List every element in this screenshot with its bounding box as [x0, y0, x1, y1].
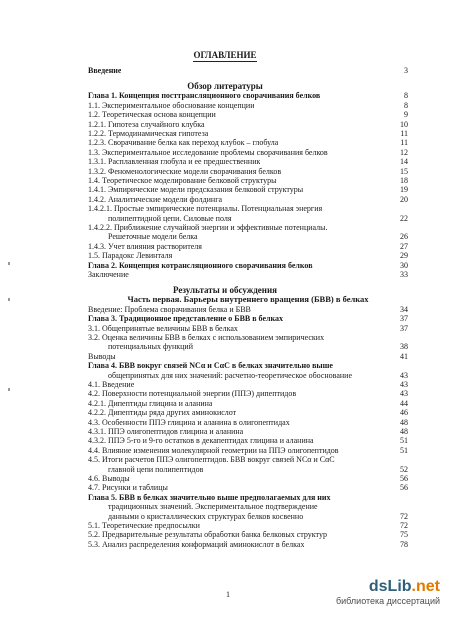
toc-entry-title: 3.1. Общепринятые величины БВВ в белках	[88, 323, 238, 333]
toc-entry-page	[406, 361, 408, 370]
toc-entry-title: Глава 1. Концепция посттрансляционного сворачивания белков	[88, 91, 321, 101]
toc-entry-page: 8	[404, 91, 408, 101]
toc-entry-page: 18	[400, 176, 408, 185]
toc-entry-page	[406, 223, 408, 232]
toc-entry-page	[406, 493, 408, 502]
watermark-logo-accent: .net	[411, 578, 440, 595]
toc-entry-page: 3	[404, 66, 408, 75]
toc-entry-title: 1.4.1. Эмпирические модели предсказания белковой структуры	[88, 185, 304, 195]
toc-entry	[88, 530, 408, 539]
toc-entry-title: 1.2.3. Сворачивание белка как переход клубок – глобула	[88, 138, 279, 148]
toc-entry-page: 37	[400, 323, 408, 333]
toc-entry-title: 4.3.1. ППЭ олигопептидов глицина и аланина	[88, 427, 244, 436]
toc-entry-page: 27	[400, 241, 408, 251]
toc-entry	[88, 261, 408, 270]
toc-entry-page: 33	[400, 270, 408, 279]
toc-entry-title: данными о кристаллических структурах белков косвенно	[108, 511, 304, 521]
watermark-logo	[369, 578, 440, 596]
toc-entry	[88, 380, 408, 389]
toc-entry	[88, 148, 408, 157]
toc-entry	[88, 129, 408, 138]
toc-entry-page: 26	[400, 232, 408, 242]
toc-entry-page: 72	[400, 511, 408, 521]
scan-speck	[8, 388, 10, 391]
toc-entry-title: 4.2.2. Дипептиды ряда других аминокислот	[88, 408, 237, 418]
toc-entry-title: 4.2. Поверхности потенциальной энергии (ППЭ) дипептидов	[88, 389, 297, 399]
toc-entry-title: 4.5. Итоги расчетов ППЭ олигопептидов. БВВ вокруг связей NCα и CαC	[88, 455, 335, 465]
toc-entry	[88, 270, 408, 279]
toc-entry-page: 11	[400, 129, 408, 138]
toc-entry-page: 48	[400, 427, 408, 436]
toc-entry-title: 1.3. Экспериментальное исследование проблемы сворачивания белков	[88, 147, 328, 157]
toc-entry-title: 1.1. Экспериментальное обоснование концепции	[88, 100, 255, 110]
toc-entry	[88, 157, 408, 166]
toc-entry	[88, 408, 408, 417]
toc-entry-title: 5.2. Предварительные результаты обработки банка белковых структур	[88, 530, 327, 540]
toc-entry-page	[406, 502, 408, 511]
page-number: 1	[226, 590, 230, 599]
toc-entry-page: 51	[400, 436, 408, 446]
toc-entry-page: 8	[404, 100, 408, 110]
toc-entry-page	[406, 333, 408, 342]
toc-entry-page: 30	[400, 260, 408, 270]
toc-entry-page: 9	[404, 110, 408, 120]
toc-entry	[88, 493, 408, 502]
toc-entry	[108, 342, 408, 351]
toc-entry-title: 1.5. Парадокс Левинталя	[88, 251, 173, 261]
toc-entry-title: 1.4.2. Аналитические модели фолдинга	[88, 194, 223, 204]
toc-entry	[88, 436, 408, 445]
toc-entry	[88, 474, 408, 483]
toc-entry	[88, 242, 408, 251]
toc-entry-title: 4.4. Влияние изменения молекулярной геометрии на ППЭ олигопептидов	[88, 445, 339, 455]
toc-entry-title: Глава 3. Традиционное представление о БВВ в белках	[88, 314, 283, 324]
toc-entry	[108, 465, 408, 474]
toc-entry-page: 56	[400, 483, 408, 493]
toc-entry-page: 12	[400, 147, 408, 157]
toc-entry-title: 3.2. Оценка величины БВВ в белках с использованием эмпирических	[88, 333, 325, 342]
toc-entry-title: 1.2.2. Термодинамическая гипотеза	[88, 129, 209, 138]
toc-entry	[88, 101, 408, 110]
toc-entry	[88, 91, 408, 100]
toc-entry	[88, 295, 408, 304]
toc-entry	[88, 399, 408, 408]
toc-entry	[88, 120, 408, 129]
toc-entry-page: 11	[400, 138, 408, 148]
toc-entry-title: Глава 5. БВВ в белках значительно выше предполагаемых для них	[88, 492, 331, 502]
toc-entry-title: потенциальных функций	[108, 342, 193, 352]
toc-entry	[88, 195, 408, 204]
toc-entry-page	[406, 204, 408, 213]
scan-speck	[8, 298, 10, 301]
toc-entry-page: 19	[400, 185, 408, 195]
toc-entry-page: 46	[400, 408, 408, 418]
toc-entry-page	[406, 455, 408, 464]
toc-entry-page: 48	[400, 417, 408, 427]
toc-entry-page: 75	[400, 530, 408, 540]
toc-entry	[88, 110, 408, 119]
toc-entry-title: Заключение	[88, 270, 129, 279]
toc-entry-page: 37	[400, 314, 408, 324]
toc-entry-title: Введение	[88, 66, 122, 75]
toc-entry-page: 10	[400, 119, 408, 129]
toc-entry	[108, 512, 408, 521]
toc-entry-title: 4.2.1. Дипептиды глицина и аланина	[88, 398, 213, 408]
toc-entry-page: 43	[400, 389, 408, 399]
toc-entry-title: 1.3.2. Феноменологические модели сворачивания белков	[88, 166, 282, 176]
toc-entry-title: Выводы	[88, 351, 116, 361]
watermark-subtitle: библиотека диссертаций	[335, 596, 440, 606]
toc-entry-title: Введение: Проблема сворачивания белка и БВВ	[88, 304, 251, 314]
toc-entry-title: 4.7. Рисунки и таблицы	[88, 483, 168, 493]
toc-entry-title: 4.1. Введение	[88, 380, 135, 389]
toc-entry-title: Решеточные модели белка	[108, 232, 198, 242]
toc-entry-title: Глава 4. БВВ вокруг связей NCα и CαC в белках значительно выше	[88, 361, 333, 371]
toc-entry-page: 78	[400, 539, 408, 549]
toc-entry-page: 41	[400, 351, 408, 361]
toc-entry	[88, 389, 408, 398]
toc-entry-page: 29	[400, 251, 408, 261]
toc-entry-page: 14	[400, 157, 408, 167]
toc-entry-page: 43	[400, 380, 408, 389]
dslib-watermark	[318, 578, 442, 608]
toc-entry-page: 43	[400, 370, 408, 380]
toc-entry-title: 4.6. Выводы	[88, 474, 130, 483]
toc-entry-page: 20	[400, 194, 408, 204]
watermark-logo-main: dsLib	[368, 578, 412, 595]
toc-entry	[88, 167, 408, 176]
scan-speck	[8, 262, 10, 265]
toc-entry	[88, 455, 408, 464]
toc-entry-page: 56	[400, 474, 408, 483]
toc-entry	[88, 446, 408, 455]
toc-entry	[88, 314, 408, 323]
toc-entry-title: Глава 2. Концепция котрансляционного сворачивания белков	[88, 260, 313, 270]
toc-entry	[88, 176, 408, 185]
toc-entry-title: 4.3. Особенности ППЭ глицина и аланина в олигопептидах	[88, 417, 290, 427]
toc-entry	[88, 185, 408, 194]
toc-entry-title: 1.4. Теоретическое моделирование белковой структуры	[88, 176, 277, 185]
toc-entry-title: традиционных значений. Экспериментальное подтверждение	[108, 502, 318, 512]
toc-entry-title: Часть первая. Барьеры внутреннего вращения (БВВ) в белках	[127, 295, 369, 305]
toc-entry	[88, 66, 408, 75]
toc-entry	[88, 324, 408, 333]
toc-entry-page: 38	[400, 342, 408, 352]
toc-entry	[108, 502, 408, 511]
toc-entry-page: 15	[400, 166, 408, 176]
toc-entry	[88, 427, 408, 436]
toc-entry	[88, 223, 408, 232]
section-heading-review: Обзор литературы	[187, 81, 263, 92]
toc-entry-title: 5.1. Теоретические предпосылки	[88, 521, 200, 530]
toc-entry	[108, 214, 408, 223]
toc-entry-page: 52	[400, 464, 408, 474]
toc-entry-title: главной цепи полипептидов	[108, 464, 204, 474]
toc-entry	[88, 418, 408, 427]
toc-entry-page: 51	[400, 445, 408, 455]
toc-entry-title: полипептидной цепи. Силовые поля	[108, 213, 232, 223]
toc-entry	[88, 305, 408, 314]
toc-entry-page: 44	[400, 398, 408, 408]
toc-entry-page: 22	[400, 213, 408, 223]
section-heading-results: Результаты и обсуждения	[172, 285, 278, 296]
toc-entry-title: 5.3. Анализ распределения конформаций аминокислот в белках	[88, 539, 305, 549]
toc-entry-page: 34	[400, 304, 408, 314]
toc-title: ОГЛАВЛЕНИЕ	[193, 50, 257, 60]
toc-entry-title: 1.4.2.1. Простые эмпирические потенциалы. Потенциальная энергия	[88, 204, 323, 214]
toc-entry	[88, 204, 408, 213]
toc-entry	[108, 232, 408, 241]
toc-entry	[88, 138, 408, 147]
toc-entry	[88, 521, 408, 530]
toc-entry	[88, 361, 408, 370]
toc-entry-page: 72	[400, 521, 408, 530]
toc-entry-title: 1.2.1. Гипотеза случайного клубка	[88, 119, 205, 129]
toc-entry-title: 1.2. Теоретическая основа концепции	[88, 110, 216, 120]
toc-entry-title: 4.3.2. ППЭ 5-го и 9-го остатков в декапептидах глицина и аланина	[88, 436, 314, 446]
toc-entry-title: общепринятых для них значений: расчетно-теоретическое обоснование	[108, 370, 353, 380]
title-underline	[193, 61, 257, 62]
toc-entry-title: 1.4.3. Учет влияния растворителя	[88, 241, 202, 251]
toc-entry-title: 1.3.1. Расплавленная глобула и ее предшественник	[88, 157, 261, 167]
toc-entry	[88, 540, 408, 549]
toc-entry	[88, 333, 408, 342]
toc-entry	[88, 251, 408, 260]
toc-entry	[88, 352, 408, 361]
toc-entry	[108, 371, 408, 380]
toc-entry-title: 1.4.2.2. Приближение случайной энергии и эффективные потенциалы.	[88, 223, 328, 232]
toc-entry	[88, 483, 408, 492]
